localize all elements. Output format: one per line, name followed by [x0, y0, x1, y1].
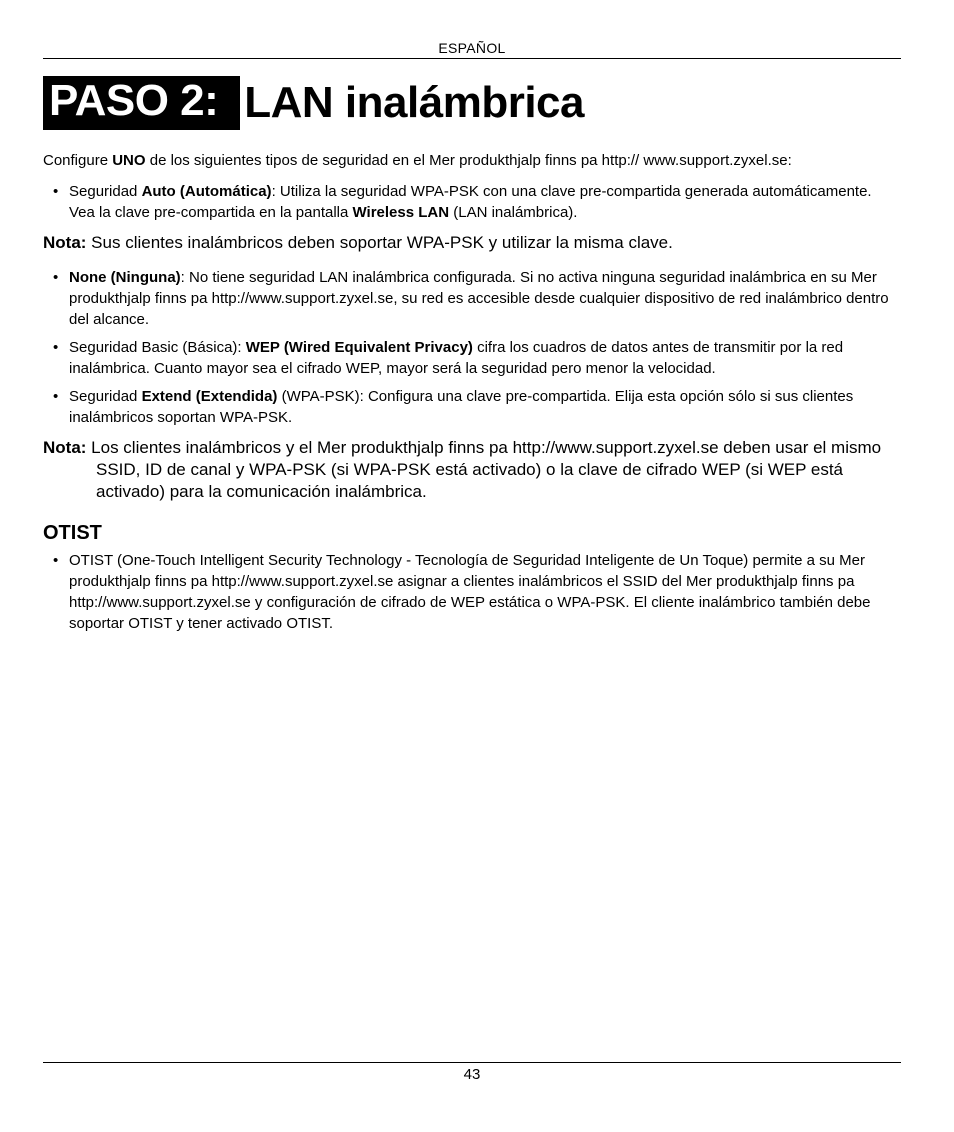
note-2: Nota: Los clientes inalámbricos y el Mer produkthjalp finns pa http://www.support.zyxel.se deben usar el mismo SSID, ID de canal y WPA-PSK (si WPA-PSK está activado) o la clave de cifrado WEP (si WEP está activado) para la comunicación inalámbrica.	[43, 438, 882, 501]
page-title	[43, 76, 584, 130]
list-item-extend: • Seguridad Extend (Extendida) (WPA-PSK): Configura una clave pre-compartida. Elija esta opción sólo si sus clientes inalámbricos soportan WPA-PSK.	[43, 386, 901, 428]
otist-list	[43, 550, 901, 634]
list-item-basic: • Seguridad Basic (Básica): WEP (Wired Equivalent Privacy) cifra los cuadros de datos antes de transmitir por la red inalámbrica. Cuanto mayor sea el cifrado WEP, mayor será la seguridad pero menor la velocidad.	[43, 337, 901, 379]
list-item-otist: • OTIST (One-Touch Intelligent Security Technology - Tecnología de Seguridad Inteligente de Un Toque) permite a su Mer produkthjalp finns pa http://www.support.zyxel.se asignar a clientes inalámbricos el SSID del Mer produkthjalp finns pa http://www.support.zyxel.se y configuración de cifrado de WEP estática o WPA-PSK. El cliente inalámbrico también debe soportar OTIST y tener activado OTIST.	[43, 550, 901, 634]
list-item-none: • None (Ninguna): No tiene seguridad LAN inalámbrica configurada. Si no activa ninguna seguridad inalámbrica en su Mer produkthjalp finns pa http://www.support.zyxel.se, su red es accesible desde cualquier dispositivo de red inalámbrico dentro del alcance.	[43, 267, 901, 330]
header-language: ESPAÑOL	[438, 40, 506, 56]
title-text: LAN inalámbrica	[244, 78, 584, 127]
list-item-auto: • Seguridad Auto (Automática): Utiliza la seguridad WPA-PSK con una clave pre-compartida generada automáticamente. Vea la clave pre-compartida en la pantalla Wireless LAN (LAN inalámbrica).	[43, 181, 901, 223]
main-content	[43, 150, 901, 641]
intro-paragraph: Configure UNO de los siguientes tipos de seguridad en el Mer produkthjalp finns pa http:// www.support.zyxel.se:	[43, 152, 792, 169]
step-label: PASO 2:	[43, 76, 240, 130]
footer-rule	[43, 1062, 901, 1063]
note-1: Nota: Sus clientes inalámbricos deben soportar WPA-PSK y utilizar la misma clave.	[43, 233, 673, 252]
otist-heading: OTIST	[43, 522, 102, 544]
header-rule	[43, 58, 901, 59]
security-list-1	[43, 181, 901, 223]
page-number: 43	[463, 1066, 481, 1083]
security-list-2	[43, 267, 901, 428]
